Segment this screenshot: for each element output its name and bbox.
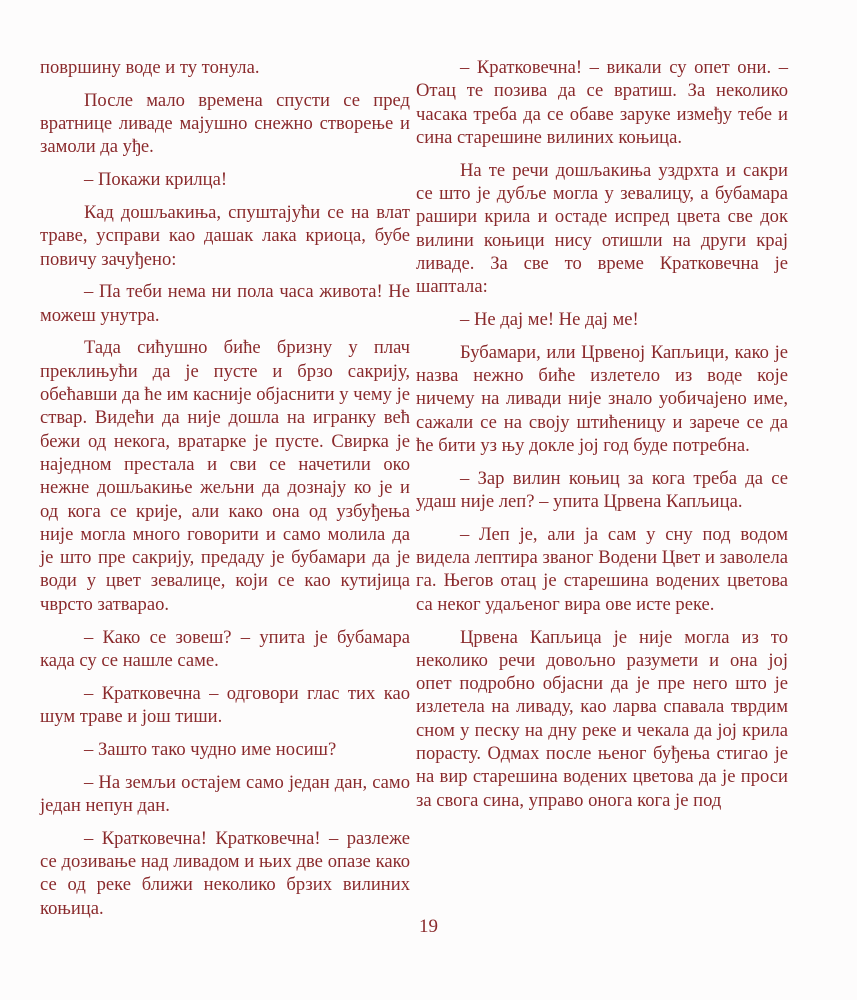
paragraph: – Кратковечна! Кратковечна! – разлеже се дозивање над ливадом и њих две опазе како се од реке ближи неколико брзих вилиних коњица. — [40, 827, 410, 919]
paragraph: Бубамари, или Црвеној Капљици, како је назва нежно биће излетело из воде које ничему на ливади није знало уобичајено име, сажали се на своју штићеницу и зарече се да ће бити уз њу докле јој год буде потребна. — [416, 341, 788, 456]
paragraph: – Зар вилин коњиц за кога треба да се удаш није леп? – упита Црвена Капљица. — [416, 467, 788, 513]
paragraph: – Зашто тако чудно име носиш? — [84, 738, 337, 760]
paragraph: – Леп је, али ја сам у сну под водом видела лептира званог Водени Цвет и заволела га. Његов отац је старешина водених цветова са неког удаљеног вира ове исте реке. — [416, 523, 788, 615]
paragraph: површину воде и ту тонула. — [40, 57, 260, 78]
right-column — [416, 56, 788, 821]
paragraph: – Кратковечна! – викали су опет они. – Отац те позива да се вратиш. За неколико часака треба да се обаве заруке између тебе и сина старешине вилиних коњица. — [416, 57, 788, 148]
paragraph: – Не дај ме! Не дај ме! — [460, 308, 639, 330]
left-column — [40, 56, 410, 929]
page-number: 19 — [419, 916, 438, 937]
paragraph: Црвена Капљица је није могла из то неколико речи довољно разумети и она јој опет подробно објасни да је пре него што је излетела на ливаду, као ларва спавала тврдим сном у песку на дну реке и чекала да јој крила порасту. Одмах после њеног буђења стигао је на вир старешина водених цветова да је проси за свога сина, управо онога кога је под — [416, 626, 788, 811]
paragraph: – Како се зовеш? – упита је бубамара када су се нашле саме. — [40, 626, 410, 671]
paragraph: Тада сићушно биће бризну у плач преклињући да је пусте и брзо сакрију, обећавши да ће им касније објаснити у чему је ствар. Видећи да није дошла на игранку већ бежи од некога, вратарке је пусте. Свирка је наједном престала и сви се начетили око нежне дошљакиње жељни да дознају ко је и од кога се крије, али како она од узбуђења није могла много говорити и само молила да је што пре сакрију, предаду је бубамари да је води у цвет зевалице, који се као кутијица чврсто затварао. — [40, 337, 410, 615]
paragraph: – Покажи крилца! — [84, 169, 228, 191]
paragraph: После мало времена спусти се пред вратнице ливаде мајушно снежно створење и замоли да уђе. — [40, 89, 410, 158]
paragraph: – Па теби нема ни пола часа живота! Не можеш унутра. — [40, 281, 410, 326]
paragraph: Кад дошљакиња, спуштајући се на влат траве, усправи као дашак лака криоца, бубе повичу зачуђено: — [40, 201, 410, 270]
paragraph: – На земљи остајем само један дан, само један непун дан. — [40, 771, 410, 816]
paragraph: На те речи дошљакиња уздрхта и сакри се што је дубље могла у зевалицу, а бубамара рашири крила и остаде испред цвета све док вилини коњици нису отишли на други крај ливаде. За све то време Кратковечна је шаптала: — [416, 159, 788, 298]
paragraph: – Кратковечна – одговори глас тих као шум траве и још тиши. — [40, 682, 410, 727]
